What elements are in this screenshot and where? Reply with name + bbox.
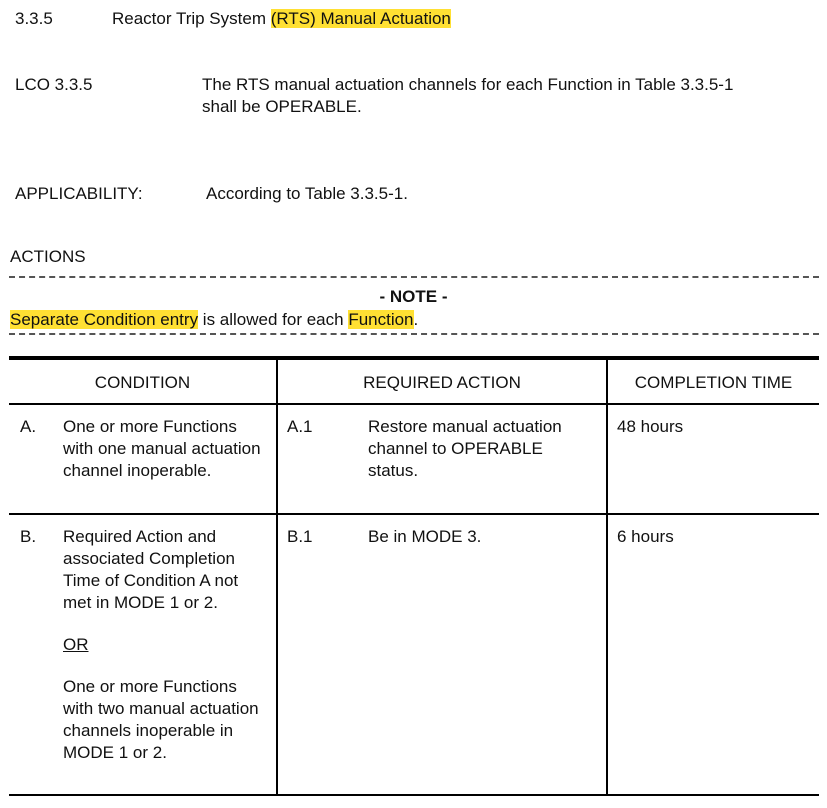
header-completion-time: COMPLETION TIME (634, 373, 793, 392)
table-top-rule (9, 356, 819, 360)
applicability-label: APPLICABILITY: (15, 184, 143, 203)
action-id: B.1 (287, 527, 313, 546)
note-highlight-2: Function (348, 310, 414, 329)
note-top-divider (9, 276, 819, 278)
condition-text: Required Action and associated Completion Time of Condition A not met in MODE 1 or 2. (63, 527, 239, 612)
note-bottom-divider (9, 333, 819, 335)
actions-heading: ACTIONS (10, 247, 86, 266)
note-highlight-1: Separate Condition entry (10, 310, 199, 329)
header-condition: CONDITION (94, 373, 191, 392)
table-col-divider-1 (276, 360, 278, 796)
header-required-action: REQUIRED ACTION (363, 373, 521, 392)
table-header-rule (9, 403, 819, 405)
section-number: 3.3.5 (15, 9, 53, 28)
section-title-plain: Reactor Trip System (112, 9, 271, 28)
note-end: . (413, 310, 419, 329)
section-title (112, 8, 451, 30)
table-col-divider-2 (606, 360, 608, 796)
condition-text-alternate: One or more Functions with two manual actuation channels inoperable in MODE 1 or 2. (63, 677, 259, 762)
note-text (10, 309, 418, 331)
lco-label: LCO 3.3.5 (15, 75, 93, 94)
lco-text-line2: shall be OPERABLE. (202, 97, 362, 116)
applicability-text: According to Table 3.3.5-1. (206, 184, 408, 203)
note-mid: is allowed for each (198, 310, 349, 329)
condition-letter: A. (20, 417, 37, 436)
action-text: Restore manual actuation channel to OPERABLE status. (368, 417, 562, 480)
action-text: Be in MODE 3. (368, 527, 482, 546)
lco-text-line1: The RTS manual actuation channels for each Function in Table 3.3.5-1 (202, 75, 734, 94)
table-row-divider (9, 513, 819, 515)
condition-or-connector: OR (63, 635, 89, 654)
completion-time: 6 hours (617, 527, 674, 546)
table-bottom-rule (9, 794, 819, 796)
condition-letter: B. (20, 527, 37, 546)
action-id: A.1 (287, 417, 313, 436)
note-title: - NOTE - (379, 287, 448, 306)
completion-time: 48 hours (617, 417, 684, 436)
condition-text: One or more Functions with one manual actuation channel inoperable. (63, 417, 261, 480)
section-title-highlight: (RTS) Manual Actuation (270, 9, 451, 28)
